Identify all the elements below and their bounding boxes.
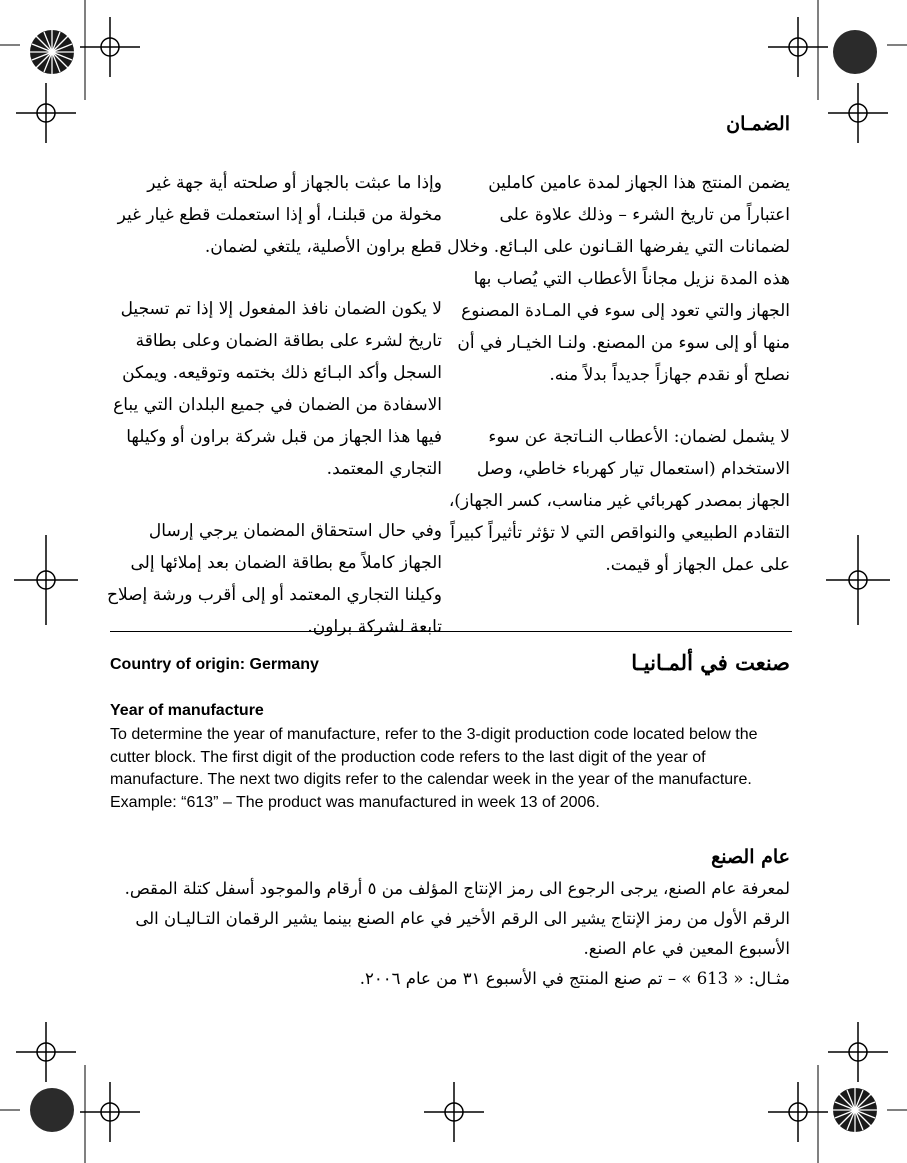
crop-target-top-right (768, 17, 828, 77)
country-of-origin-en: Country of origin: Germany (110, 656, 319, 673)
crop-target-upper-right (828, 83, 888, 143)
warranty-paragraph: وإذا ما عبثت بالجهاز أو صلحته أية جهة غير مخولة من قبلنـا، أو إذا استعملت قطع غيار غير قطع براون الأصلية، يلتغي لضمان. (117, 173, 442, 257)
crop-target-middle-left (14, 535, 78, 625)
warranty-heading: الضمـان (726, 113, 790, 135)
crop-target-lower-left (16, 1022, 76, 1082)
year-of-manufacture-title: Year of manufacture (110, 702, 264, 719)
year-example: Example: “613” – The product was manufactured in week 13 of 2006. (110, 793, 600, 811)
crop-target-top-left (80, 17, 140, 77)
warranty-paragraph: لا يشمل لضمان: الأعطاب النـاتجة عن سوء الاستخدام (استعمال تيار كهرباء خاطي، وصل الجهاز بمصدر كهربائي غير مناسب، كسر الجهاز)، التقادم الطبيعي والنواقص التي لا تؤثر تأثيراً كبيراً على عمل الجهاز أو قيمت. (448, 427, 790, 575)
year-of-manufacture-body (110, 724, 800, 814)
year-example-ar: مثـال: « 613 » – تم صنع المنتج في الأسبوع ٣١ من عام ٢٠٠٦. (359, 969, 790, 988)
year-description-ar: لمعرفة عام الصنع، يرجى الرجوع الى رمز الإنتاج المؤلف من ٥ أرقام والموجود أسفل كتلة المقص. الرقم الأول من رمز الإنتاج يشير الى الرقم الأخير في عام الصنع بينما يشير الرقمان التـاليـان الى الأسبوع المعين في عام الصنع. (124, 879, 790, 958)
warranty-right-column (440, 167, 790, 611)
warranty-left-column (102, 167, 442, 673)
warranty-paragraph: يضمن المنتج هذا الجهاز لمدة عامين كاملين اعتباراً من تاريخ الشرء – وذلك علاوة على لضمانات التي يفرضها القـانون على البـائع. وخلال هذه المدة نزيل مجاناً الأعطاب التي يُصاب بها الجهاز والتي تعود إلى سوء في المـادة المصنوع منها أو إلى سوء من المصنع. ولنـا الخيـار في أن نصلح أو نقدم جهازاً جديداً بدلاً منه. (447, 173, 790, 385)
section-divider (110, 631, 792, 632)
crop-target-bottom-center (424, 1082, 484, 1142)
color-wheel-bottom-right (833, 1088, 877, 1132)
warranty-paragraph: لا يكون الضمان نافذ المفعول إلا إذا تم تسجيل تاريخ لشرء على بطاقة الضمان وعلى بطاقة السجل وأكد البـائع ذلك بختمه وتوقيعه. ويمكن الاسفادة من الضمان في جميع البلدان التي يباع فيها هذا الجهاز من قبل شركة براون أو وكيلها التجاري المعتمد. (113, 299, 442, 479)
year-of-manufacture-body-ar (100, 874, 790, 994)
warranty-paragraph: وفي حال استحقاق المضمان يرجي إرسال الجهاز كاملاً مع بطاقة الضمان بعد إملائها إلى وكيلنا التجاري المعتمد أو إلى أقرب ورشة إصلاح تابعة لشركة براون. (106, 521, 442, 637)
dark-patch-top-right (833, 30, 877, 74)
crop-target-bottom-left (80, 1082, 140, 1142)
dark-patch-bottom-left (30, 1088, 74, 1132)
crop-target-bottom-right (768, 1082, 828, 1142)
crop-target-middle-right (826, 535, 890, 625)
crop-target-upper-left (16, 83, 76, 143)
year-of-manufacture-title-ar: عام الصنع (711, 846, 790, 868)
crop-target-lower-right (828, 1022, 888, 1082)
year-description: To determine the year of manufacture, refer to the 3-digit production code located below the cutter block. The first digit of the production code refers to the last digit of the year of manufacture. The next two digits refer to the calendar week in the year of the manufacture. (110, 726, 758, 788)
country-of-origin-ar: صنعت في ألمـانيـا (631, 650, 790, 675)
color-wheel-top-left (30, 30, 74, 74)
